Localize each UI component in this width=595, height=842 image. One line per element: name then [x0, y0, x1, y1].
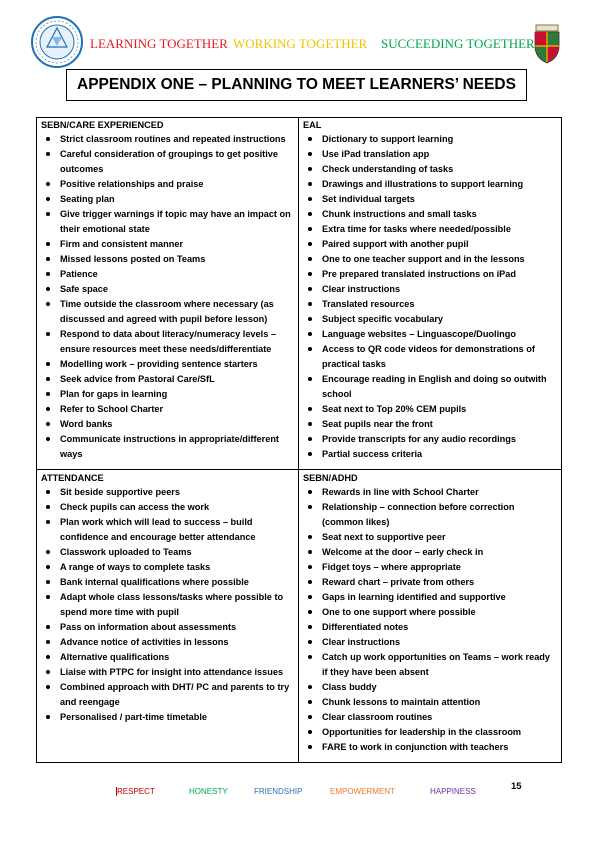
motto-working-together: WORKING TOGETHER — [233, 36, 368, 51]
list-item: Provide transcripts for any audio recordings — [303, 432, 557, 447]
strategy-list — [41, 132, 294, 462]
list-item: One to one support where possible — [303, 605, 557, 620]
section-eal — [299, 118, 561, 462]
list-item: Combined approach with DHT/ PC and parents to try and reengage — [41, 680, 294, 710]
list-item: Communicate instructions in appropriate/different ways — [41, 432, 294, 462]
section-heading: SEBN/ADHD — [303, 473, 358, 483]
value-happiness: HAPPINESS — [430, 787, 476, 796]
list-item: A range of ways to complete tasks — [41, 560, 294, 575]
list-item: Fidget toys – where appropriate — [303, 560, 557, 575]
list-item: Liaise with PTPC for insight into attendance issues — [41, 665, 294, 680]
list-item: Missed lessons posted on Teams — [41, 252, 294, 267]
school-badge-round-icon — [30, 15, 84, 69]
section-sebn-care-experienced — [37, 118, 298, 462]
section-heading: ATTENDANCE — [41, 473, 104, 483]
page-title: APPENDIX ONE – PLANNING TO MEET LEARNERS’ NEEDS — [66, 69, 527, 101]
list-item: Personalised / part-time timetable — [41, 710, 294, 725]
list-item: Time outside the classroom where necessary (as discussed and agreed with pupil before lesson) — [41, 297, 294, 327]
motto-succeeding-together: SUCCEEDING TOGETHER — [381, 36, 535, 51]
list-item: Firm and consistent manner — [41, 237, 294, 252]
list-item: Opportunities for leadership in the classroom — [303, 725, 557, 740]
list-item: Chunk lessons to maintain attention — [303, 695, 557, 710]
list-item: Chunk instructions and small tasks — [303, 207, 557, 222]
list-item: Subject specific vocabulary — [303, 312, 557, 327]
value-empowerment: EMPOWERMENT — [330, 787, 395, 796]
value-respect: RESPECT — [117, 787, 155, 796]
list-item: Gaps in learning identified and supportive — [303, 590, 557, 605]
section-sebn-adhd — [299, 470, 561, 755]
list-item: Translated resources — [303, 297, 557, 312]
list-item: Word banks — [41, 417, 294, 432]
value-friendship: FRIENDSHIP — [254, 787, 303, 796]
list-item: Welcome at the door – early check in — [303, 545, 557, 560]
list-item: Catch up work opportunities on Teams – work ready if they have been absent — [303, 650, 557, 680]
section-heading: EAL — [303, 120, 322, 130]
list-item: Drawings and illustrations to support learning — [303, 177, 557, 192]
list-item: FARE to work in conjunction with teachers — [303, 740, 557, 755]
list-item: Class buddy — [303, 680, 557, 695]
list-item: Refer to School Charter — [41, 402, 294, 417]
school-crest-shield-icon — [532, 24, 562, 64]
list-item: Give trigger warnings if topic may have an impact on their emotional state — [41, 207, 294, 237]
list-item: Positive relationships and praise — [41, 177, 294, 192]
page-number: 15 — [511, 781, 522, 792]
list-item: Reward chart – private from others — [303, 575, 557, 590]
list-item: Check pupils can access the work — [41, 500, 294, 515]
list-item: Modelling work – providing sentence starters — [41, 357, 294, 372]
list-item: Plan for gaps in learning — [41, 387, 294, 402]
list-item: Relationship – connection before correction (common likes) — [303, 500, 557, 530]
section-attendance — [37, 470, 298, 725]
list-item: Adapt whole class lessons/tasks where possible to spend more time with pupil — [41, 590, 294, 620]
list-item: Seat next to Top 20% CEM pupils — [303, 402, 557, 417]
list-item: Paired support with another pupil — [303, 237, 557, 252]
list-item: Respond to data about literacy/numeracy levels – ensure resources meet these needs/differentiate — [41, 327, 294, 357]
list-item: Plan work which will lead to success – build confidence and encourage better attendance — [41, 515, 294, 545]
list-item: Strict classroom routines and repeated instructions — [41, 132, 294, 147]
list-item: Seek advice from Pastoral Care/SfL — [41, 372, 294, 387]
list-item: Careful consideration of groupings to get positive outcomes — [41, 147, 294, 177]
list-item: Partial success criteria — [303, 447, 557, 462]
strategy-list — [41, 485, 294, 725]
list-item: Seating plan — [41, 192, 294, 207]
list-item: Pre prepared translated instructions on iPad — [303, 267, 557, 282]
needs-planning-table — [36, 117, 562, 763]
list-item: Differentiated notes — [303, 620, 557, 635]
list-item: Encourage reading in English and doing so outwith school — [303, 372, 557, 402]
list-item: Sit beside supportive peers — [41, 485, 294, 500]
list-item: Language websites – Linguascope/Duolingo — [303, 327, 557, 342]
list-item: Clear instructions — [303, 282, 557, 297]
list-item: Seat next to supportive peer — [303, 530, 557, 545]
list-item: Extra time for tasks where needed/possible — [303, 222, 557, 237]
list-item: Seat pupils near the front — [303, 417, 557, 432]
list-item: Access to QR code videos for demonstrations of practical tasks — [303, 342, 557, 372]
list-item: Classwork uploaded to Teams — [41, 545, 294, 560]
list-item: Pass on information about assessments — [41, 620, 294, 635]
list-item: Use iPad translation app — [303, 147, 557, 162]
list-item: Bank internal qualifications where possible — [41, 575, 294, 590]
list-item: Clear instructions — [303, 635, 557, 650]
list-item: Set individual targets — [303, 192, 557, 207]
section-heading: SEBN/CARE EXPERIENCED — [41, 120, 164, 130]
strategy-list — [303, 132, 557, 462]
list-item: Check understanding of tasks — [303, 162, 557, 177]
strategy-list — [303, 485, 557, 755]
list-item: Clear classroom routines — [303, 710, 557, 725]
list-item: Dictionary to support learning — [303, 132, 557, 147]
list-item: Patience — [41, 267, 294, 282]
list-item: Alternative qualifications — [41, 650, 294, 665]
value-honesty: HONESTY — [189, 787, 228, 796]
motto-learning-together: LEARNING TOGETHER — [90, 36, 228, 51]
list-item: Rewards in line with School Charter — [303, 485, 557, 500]
list-item: Advance notice of activities in lessons — [41, 635, 294, 650]
list-item: Safe space — [41, 282, 294, 297]
list-item: One to one teacher support and in the lessons — [303, 252, 557, 267]
